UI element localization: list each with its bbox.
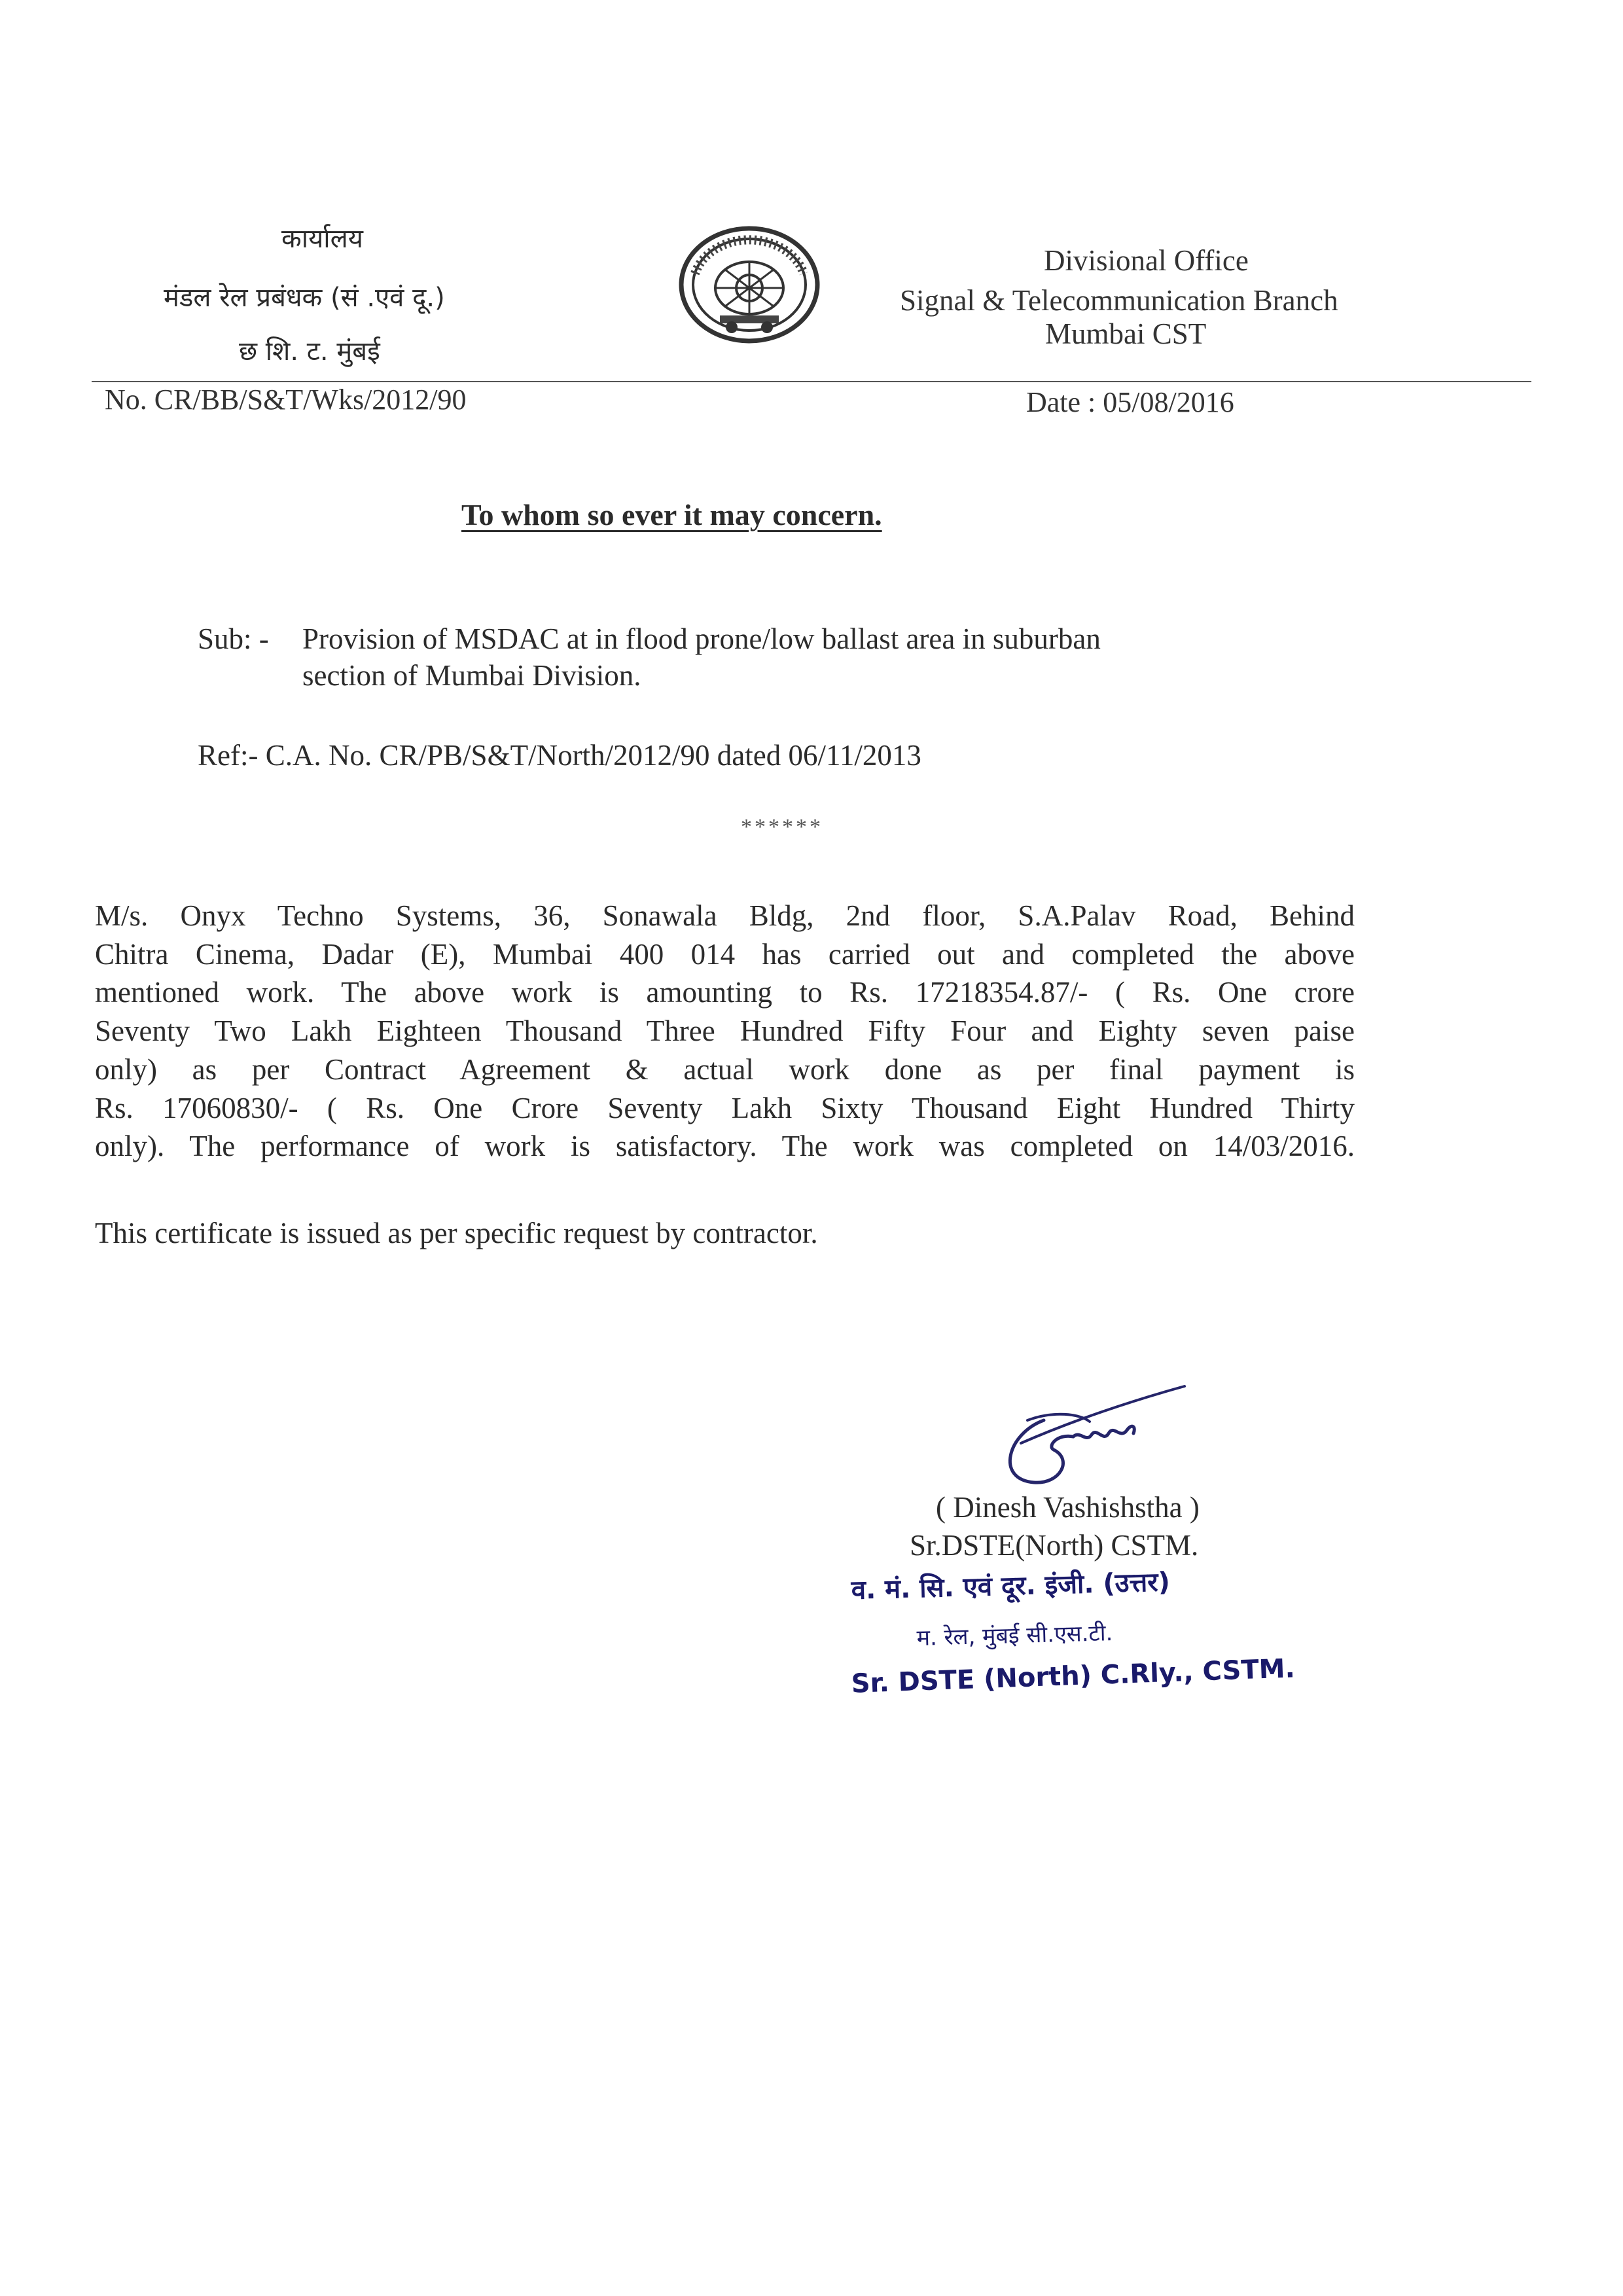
signatory-designation: Sr.DSTE(North) CSTM.: [910, 1529, 1199, 1562]
stamp-hindi-line-1: व. मं. सि. एवं दूर. इंजी. (उत्तर): [851, 1567, 1171, 1605]
body-line: M/s. Onyx Techno Systems, 36, Sonawala Bldg, 2nd floor, S.A.Palav Road, Behind: [95, 899, 1355, 932]
stamp-hindi-line-2: म. रेल, मुंबई सी.एस.टी.: [916, 1620, 1113, 1651]
hindi-office-line-2: मंडल रेल प्रबंधक (सं .एवं दू.): [164, 283, 445, 313]
body-line: Chitra Cinema, Dadar (E), Mumbai 400 014 has carried out and completed the above: [95, 937, 1355, 971]
body-line: mentioned work. The above work is amounting to Rs. 17218354.87/- ( Rs. One crore: [95, 976, 1355, 1009]
body-line: only). The performance of work is satisfactory. The work was completed on 14/03/2016.: [95, 1130, 1355, 1163]
body-line: only) as per Contract Agreement & actual work done as per final payment is: [95, 1052, 1355, 1086]
signatory-name: ( Dinesh Vashishstha ): [936, 1491, 1200, 1524]
hindi-office-line-1: कार्यालय: [281, 224, 363, 254]
office-location: Mumbai CST: [1045, 317, 1207, 350]
office-name: Divisional Office: [1044, 244, 1249, 277]
branch-name: Signal & Telecommunication Branch: [900, 284, 1338, 317]
body-line: Seventy Two Lakh Eighteen Thousand Three Hundred Fifty Four and Eighty seven paise: [95, 1014, 1355, 1048]
hindi-office-line-3: छ शि. ट. मुंबई: [239, 336, 380, 367]
stamp-english: Sr. DSTE (North) C.Rly., CSTM.: [851, 1653, 1296, 1699]
railway-emblem-icon: [674, 223, 825, 347]
certificate-body: [95, 897, 1355, 1166]
letter-date: Date : 05/08/2016: [1026, 386, 1234, 418]
subject-label: Sub: -: [198, 622, 269, 655]
subject-line-2: section of Mumbai Division.: [302, 659, 641, 692]
signature-icon: [982, 1381, 1198, 1499]
body-line: Rs. 17060830/- ( Rs. One Crore Seventy Lakh Sixty Thousand Eight Hundred Thirty: [95, 1091, 1355, 1124]
separator-asterisks: ******: [741, 815, 823, 839]
letter-title: To whom so ever it may concern.: [461, 498, 882, 531]
header-divider: [92, 381, 1531, 382]
subject-line-1: Provision of MSDAC at in flood prone/low ballast area in suburban: [302, 622, 1101, 655]
issued-note: This certificate is issued as per specific request by contractor.: [95, 1217, 818, 1249]
contract-reference: Ref:- C.A. No. CR/PB/S&T/North/2012/90 dated 06/11/2013: [198, 739, 921, 772]
reference-number: No. CR/BB/S&T/Wks/2012/90: [105, 384, 467, 416]
